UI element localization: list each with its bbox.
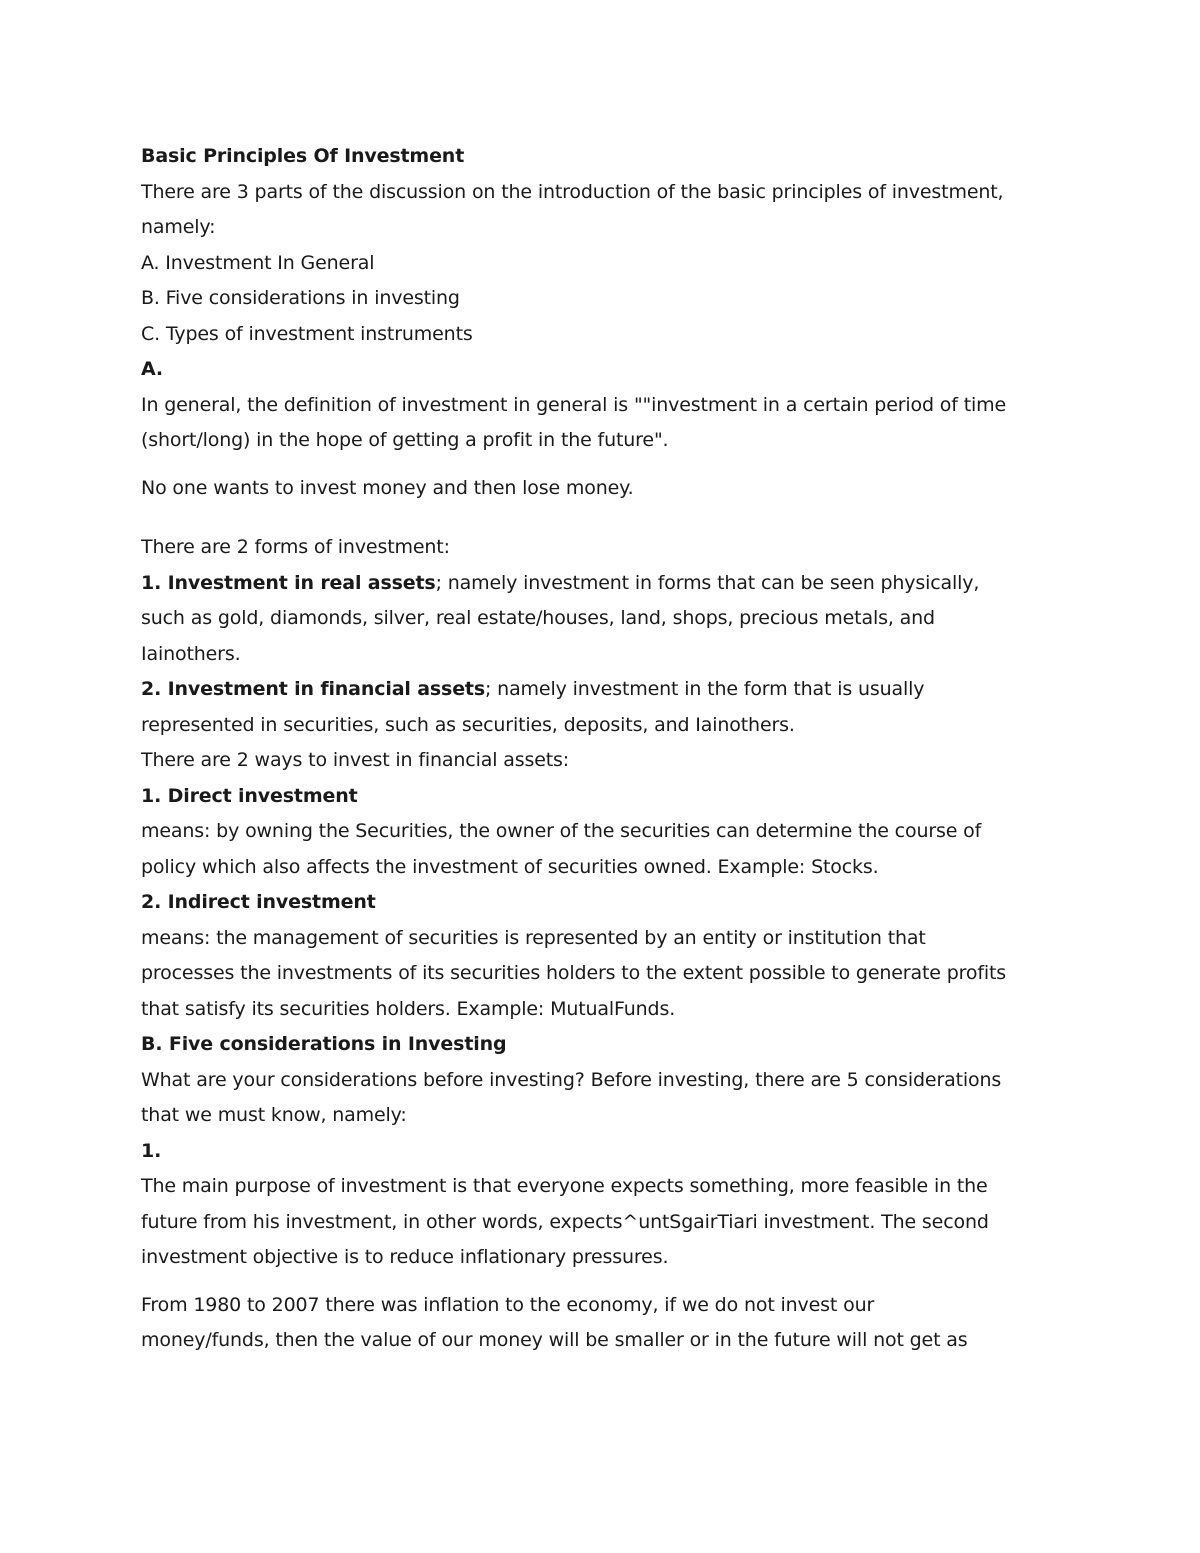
- way-2-text-1: means: the management of securities is represented by an entity or institution that: [141, 926, 926, 949]
- form-1-line: [141, 566, 1061, 602]
- item-1-text-2: future from his investment, in other words, expects^untSgairTiari investment. The second: [141, 1210, 989, 1233]
- form-1-cont-1: such as gold, diamonds, silver, real estate/houses, land, shops, precious metals, and: [141, 607, 935, 629]
- section-b-heading: B. Five considerations in Investing: [141, 1033, 507, 1055]
- way-2-heading: 2. Indirect investment: [141, 891, 376, 913]
- document-title: Basic Principles Of Investment: [141, 145, 465, 167]
- item-1-text-3: investment objective is to reduce inflationary pressures.: [141, 1246, 669, 1268]
- section-a-heading: A.: [141, 358, 163, 380]
- way-2-text-3: that satisfy its securities holders. Example: MutualFunds.: [141, 997, 676, 1020]
- definition-line-1: In general, the definition of investment in general is ""investment in a certain period of time: [141, 393, 1007, 416]
- form-2-label: 2. Investment in financial assets: [141, 678, 486, 700]
- way-1-text-1: means: by owning the Securities, the owner of the securities can determine the course of: [141, 820, 982, 842]
- way-2-text-2: processes the investments of its securities holders to the extent possible to generate profits: [141, 962, 1007, 984]
- definition-line-2: (short/long) in the hope of getting a profit in the future".: [141, 429, 669, 451]
- form-2-line: [141, 672, 1061, 708]
- section-b-intro-1: What are your considerations before investing? Before investing, there are 5 considerations: [141, 1068, 1002, 1091]
- forms-intro: There are 2 forms of investment:: [141, 536, 450, 558]
- section-b-intro-2: that we must know, namely:: [141, 1104, 407, 1126]
- way-1-heading: 1. Direct investment: [141, 784, 358, 807]
- way-1-text-2: policy which also affects the investment of securities owned. Example: Stocks.: [141, 855, 879, 878]
- item-1-heading: 1.: [141, 1139, 162, 1162]
- intro-line-2: namely:: [141, 216, 216, 238]
- form-1-label: 1. Investment in real assets: [141, 571, 436, 594]
- part-c: C. Types of investment instruments: [141, 322, 473, 345]
- inflation-line-1: From 1980 to 2007 there was inflation to the economy, if we do not invest our: [141, 1293, 875, 1316]
- intro-line-1: There are 3 parts of the discussion on the introduction of the basic principles of investment,: [141, 180, 1004, 203]
- part-b: B. Five considerations in investing: [141, 287, 460, 309]
- form-2-cont-1: represented in securities, such as securities, deposits, and Iainothers.: [141, 713, 795, 736]
- ways-intro: There are 2 ways to invest in financial assets:: [141, 749, 570, 771]
- no-loss-line: No one wants to invest money and then lose money.: [141, 476, 634, 499]
- inflation-line-2: money/funds, then the value of our money will be smaller or in the future will not get as: [141, 1329, 968, 1351]
- form-2-rest: ; namely investment in the form that is usually: [485, 678, 925, 700]
- form-1-rest: ; namely investment in forms that can be seen physically,: [435, 571, 980, 594]
- part-a: A. Investment In General: [141, 251, 375, 274]
- document-page: [141, 139, 1061, 1359]
- item-1-text-1: The main purpose of investment is that everyone expects something, more feasible in the: [141, 1175, 988, 1197]
- form-1-cont-2: Iainothers.: [141, 642, 241, 665]
